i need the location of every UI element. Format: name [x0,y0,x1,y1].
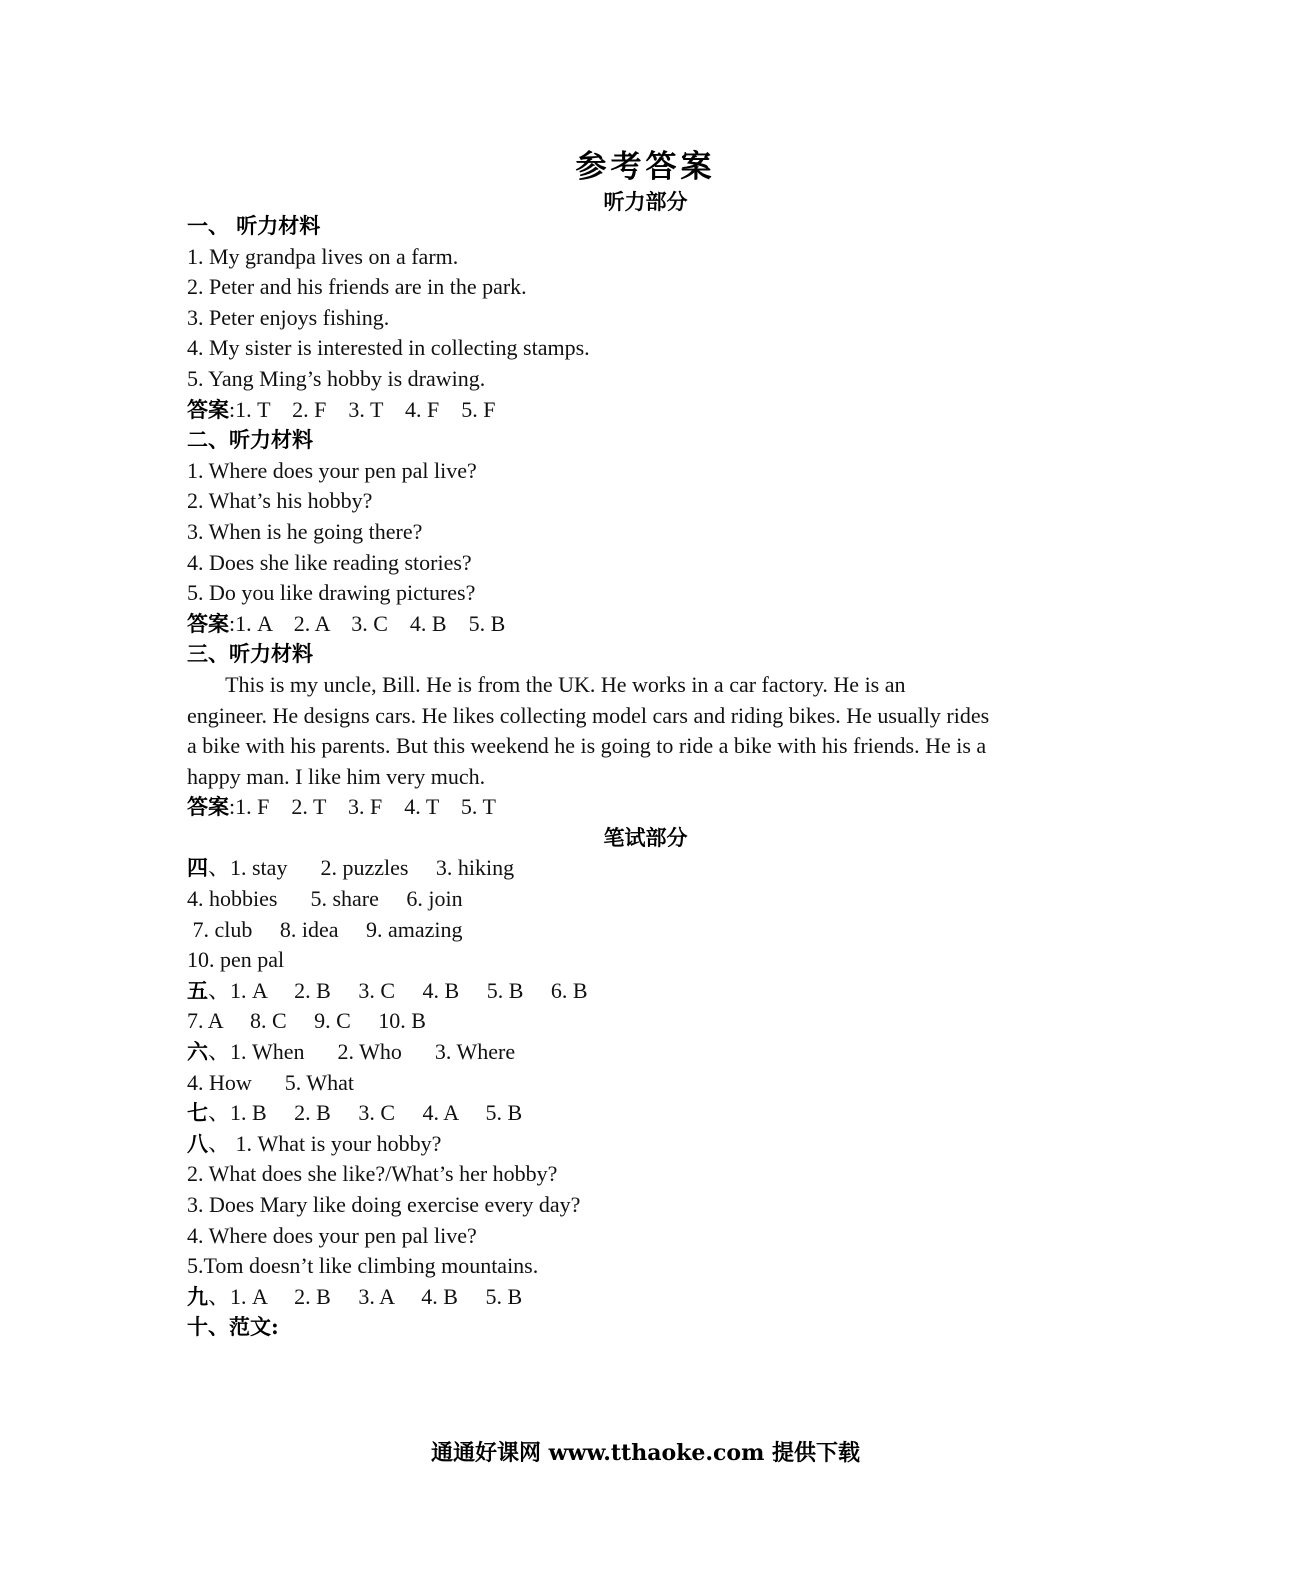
answer-label: 答案 [187,396,229,422]
answer-text: :1. A 2. A 3. C 4. B 5. B [229,610,506,636]
section2-item-1: 1. Where does your pen pal live? [187,457,477,483]
section2-item-3: 3. When is he going there? [187,518,423,544]
page-title: 参考答案 [575,149,716,185]
section1-item-1: 1. My grandpa lives on a farm. [187,243,459,269]
section4-line-1 [187,853,1097,884]
answer-content [187,211,1097,1343]
section9-label: 九 [187,1283,208,1309]
section7-text: 、1. B 2. B 3. C 4. A 5. B [208,1100,523,1126]
section5-line-2: 7. A 8. C 9. C 10. B [187,1008,426,1034]
section6-label: 六 [187,1039,208,1065]
section3-paragraph-line-1: This is my uncle, Bill. He is from the UK. He works in a car factory. He is an [187,671,906,697]
section2-answer [187,609,1097,640]
section3-answer [187,792,1097,823]
section8-line-4: 4. Where does your pen pal live? [187,1222,477,1248]
written-heading: 笔试部分 [603,824,688,850]
section6-text: 、1. When 2. Who 3. Where [208,1039,516,1065]
section9-line-1 [187,1282,1097,1313]
section3-heading: 三、听力材料 [187,641,313,667]
section7-line-1 [187,1098,1097,1129]
section2-item-4: 4. Does she like reading stories? [187,549,472,575]
section8-line-3: 3. Does Mary like doing exercise every day? [187,1192,581,1217]
section3-paragraph-line-3: a bike with his parents. But this weekend he is going to ride a bike with his friends. He is a [187,733,987,759]
footer-download-note: 通通好课网 www.tthaoke.com 提供下载 [430,1440,861,1466]
answer-text: :1. F 2. T 3. F 4. T 5. T [229,794,496,820]
section4-line-2: 4. hobbies 5. share 6. join [187,886,463,912]
section6-line-2: 4. How 5. What [187,1069,355,1095]
section4-label: 四 [187,855,208,881]
section1-item-3: 3. Peter enjoys fishing. [187,304,390,330]
section8-line-1 [187,1129,1097,1160]
section5-line-1 [187,976,1097,1007]
section2-item-2: 2. What’s his hobby? [187,488,373,514]
section1-item-5: 5. Yang Ming’s hobby is drawing. [187,365,486,391]
section1-item-2: 2. Peter and his friends are in the park. [187,274,527,300]
section1-heading: 一、 听力材料 [187,213,321,238]
section4-text: 、1. stay 2. puzzles 3. hiking [208,855,515,881]
section8-label: 八 [187,1130,208,1156]
listening-heading: 听力部分 [603,189,688,214]
section2-heading: 二、听力材料 [187,427,313,453]
section8-line-5: 5.Tom doesn’t like climbing mountains. [187,1253,539,1279]
section7-label: 七 [187,1100,208,1126]
answer-label: 答案 [187,610,229,636]
section4-line-4: 10. pen pal [187,947,285,973]
section3-paragraph-line-2: engineer. He designs cars. He likes collecting model cars and riding bikes. He usually rides [187,702,990,728]
section8-text: 、 1. What is your hobby? [208,1130,442,1156]
section10-heading: 十、范文: [187,1314,279,1340]
section5-text: 、1. A 2. B 3. C 4. B 5. B 6. B [208,977,588,1003]
section5-label: 五 [187,977,208,1003]
section1-item-4: 4. My sister is interested in collecting stamps. [187,335,590,361]
section2-item-5: 5. Do you like drawing pictures? [187,580,476,606]
section8-line-2: 2. What does she like?/What’s her hobby? [187,1161,558,1187]
section4-line-3: 7. club 8. idea 9. amazing [187,916,463,942]
answer-text: :1. T 2. F 3. T 4. F 5. F [229,396,496,422]
section6-line-1 [187,1037,1097,1068]
section9-text: 、1. A 2. B 3. A 4. B 5. B [208,1283,523,1309]
answer-label: 答案 [187,794,229,820]
section1-answer [187,395,1097,426]
section3-paragraph-line-4: happy man. I like him very much. [187,763,486,789]
